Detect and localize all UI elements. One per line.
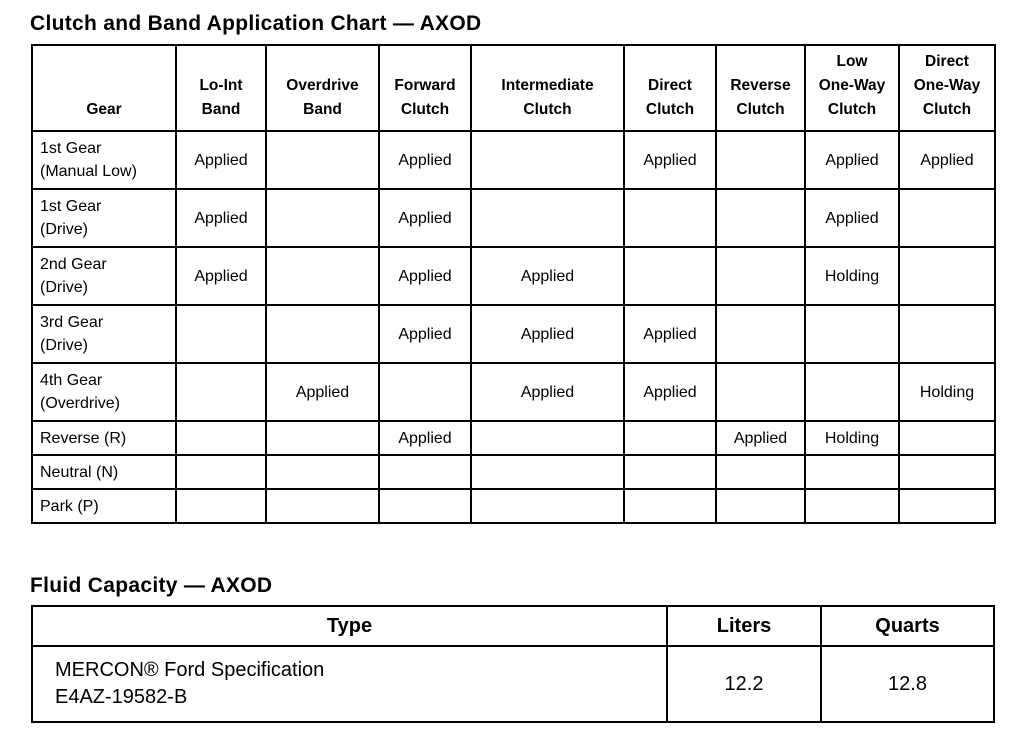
- application-cell: [716, 455, 805, 489]
- column-header-line: Direct: [648, 77, 692, 94]
- header-row: [32, 606, 994, 646]
- application-cell: [266, 489, 379, 523]
- application-cell: [805, 363, 899, 421]
- application-cell: [176, 421, 266, 455]
- column-header: [899, 45, 995, 131]
- gear-label-line: 4th Gear: [40, 372, 103, 389]
- clutch-chart-title: Clutch and Band Application Chart — AXOD: [30, 12, 482, 35]
- column-header-line: Band: [303, 101, 342, 118]
- application-cell: [176, 305, 266, 363]
- gear-label-line: (Drive): [40, 337, 88, 354]
- column-header-line: Forward: [394, 77, 456, 94]
- application-cell: [176, 455, 266, 489]
- application-cell: [624, 247, 716, 305]
- table-row: [32, 421, 995, 455]
- column-header-line: Lo-Int: [199, 77, 243, 94]
- application-cell: [471, 131, 624, 189]
- application-cell: Applied: [624, 131, 716, 189]
- application-cell: [471, 189, 624, 247]
- application-cell: [624, 489, 716, 523]
- application-cell: [624, 421, 716, 455]
- fluid-capacity-table: [31, 605, 995, 723]
- column-header-line: Band: [201, 101, 241, 118]
- application-cell: Applied: [176, 247, 266, 305]
- table-row: [32, 489, 995, 523]
- application-cell: [716, 131, 805, 189]
- application-cell: [266, 131, 379, 189]
- application-cell: [716, 305, 805, 363]
- table-row: [32, 455, 995, 489]
- gear-cell: [32, 455, 176, 489]
- gear-label-line: (Overdrive): [40, 395, 121, 412]
- application-cell: Applied: [379, 305, 471, 363]
- application-cell: [176, 489, 266, 523]
- gear-cell: [32, 305, 176, 363]
- application-cell: [899, 189, 995, 247]
- application-cell: Applied: [471, 305, 624, 363]
- column-header: [624, 45, 716, 131]
- column-header-line: Overdrive: [286, 77, 359, 94]
- application-cell: [379, 489, 471, 523]
- gear-cell: [32, 247, 176, 305]
- application-cell: [899, 247, 995, 305]
- gear-label-line: 3rd Gear: [40, 314, 104, 331]
- header-row: [32, 45, 995, 131]
- application-cell: [899, 421, 995, 455]
- application-cell: [471, 455, 624, 489]
- column-header: [176, 45, 266, 131]
- column-header-line: Reverse: [730, 77, 791, 94]
- table-row: [32, 363, 995, 421]
- column-header: [379, 45, 471, 131]
- application-cell: [624, 455, 716, 489]
- column-header-line: Clutch: [523, 101, 572, 118]
- liters-cell: 12.2: [667, 646, 821, 722]
- column-header-line: One-Way: [818, 77, 886, 94]
- application-cell: Applied: [266, 363, 379, 421]
- application-cell: [266, 305, 379, 363]
- column-header: [716, 45, 805, 131]
- gear-label-line: Neutral (N): [40, 463, 119, 481]
- application-cell: Applied: [176, 131, 266, 189]
- application-cell: [716, 489, 805, 523]
- column-header: [266, 45, 379, 131]
- application-cell: Applied: [379, 421, 471, 455]
- column-header-quarts: Quarts: [821, 606, 994, 646]
- application-cell: Holding: [899, 363, 995, 421]
- application-cell: [899, 455, 995, 489]
- table-row: [32, 305, 995, 363]
- column-header-line: Intermediate: [501, 77, 594, 94]
- application-cell: [266, 421, 379, 455]
- table-row: [32, 646, 994, 722]
- quarts-cell: 12.8: [821, 646, 994, 722]
- gear-cell: [32, 189, 176, 247]
- application-cell: [805, 455, 899, 489]
- fluid-type-line: E4AZ-19582-B: [55, 686, 188, 708]
- column-header-line: Clutch: [736, 101, 785, 118]
- application-cell: Applied: [471, 363, 624, 421]
- gear-label-line: 2nd Gear: [40, 256, 107, 273]
- table-row: [32, 247, 995, 305]
- application-cell: [624, 189, 716, 247]
- application-cell: Applied: [176, 189, 266, 247]
- column-header: [32, 45, 176, 131]
- gear-cell: [32, 363, 176, 421]
- application-cell: [899, 489, 995, 523]
- application-cell: Applied: [805, 189, 899, 247]
- gear-label-line: (Drive): [40, 221, 88, 238]
- application-cell: Applied: [379, 131, 471, 189]
- application-cell: [471, 489, 624, 523]
- column-header-line: Clutch: [645, 101, 695, 118]
- application-cell: [716, 247, 805, 305]
- fluid-capacity-title: Fluid Capacity — AXOD: [30, 574, 273, 597]
- fluid-type-cell: [32, 646, 667, 722]
- column-header-line: Gear: [86, 101, 122, 118]
- application-cell: [899, 305, 995, 363]
- column-header: [471, 45, 624, 131]
- application-cell: [266, 455, 379, 489]
- gear-label-line: 1st Gear: [40, 198, 102, 215]
- application-cell: [471, 421, 624, 455]
- column-header-line: Clutch: [922, 101, 972, 118]
- gear-label-line: Reverse (R): [40, 429, 127, 447]
- application-cell: [805, 489, 899, 523]
- application-cell: [805, 305, 899, 363]
- gear-label-line: (Drive): [40, 279, 88, 296]
- application-cell: Applied: [624, 363, 716, 421]
- application-cell: Applied: [471, 247, 624, 305]
- gear-label-line: (Manual Low): [40, 163, 137, 180]
- table-row: [32, 189, 995, 247]
- application-cell: [379, 363, 471, 421]
- application-cell: [379, 455, 471, 489]
- application-cell: Holding: [805, 247, 899, 305]
- application-cell: [176, 363, 266, 421]
- application-cell: [266, 189, 379, 247]
- application-cell: Holding: [805, 421, 899, 455]
- column-header: [805, 45, 899, 131]
- table-row: [32, 131, 995, 189]
- column-header-line: Direct: [925, 53, 969, 70]
- application-cell: Applied: [805, 131, 899, 189]
- application-cell: Applied: [624, 305, 716, 363]
- clutch-band-application-table: [31, 44, 996, 524]
- column-header-line: Clutch: [400, 101, 450, 118]
- column-header-type: Type: [32, 606, 667, 646]
- gear-label-line: Park (P): [40, 497, 99, 515]
- column-header-line: Low: [836, 53, 868, 70]
- gear-label-line: 1st Gear: [40, 140, 102, 157]
- application-cell: Applied: [379, 189, 471, 247]
- application-cell: [266, 247, 379, 305]
- column-header-line: Clutch: [827, 101, 877, 118]
- gear-cell: [32, 421, 176, 455]
- application-cell: [716, 363, 805, 421]
- column-header-liters: Liters: [667, 606, 821, 646]
- application-cell: Applied: [716, 421, 805, 455]
- fluid-type-line: MERCON® Ford Specification: [55, 659, 325, 681]
- application-cell: [716, 189, 805, 247]
- application-cell: Applied: [379, 247, 471, 305]
- gear-cell: [32, 489, 176, 523]
- column-header-line: One-Way: [913, 77, 981, 94]
- application-cell: Applied: [899, 131, 995, 189]
- gear-cell: [32, 131, 176, 189]
